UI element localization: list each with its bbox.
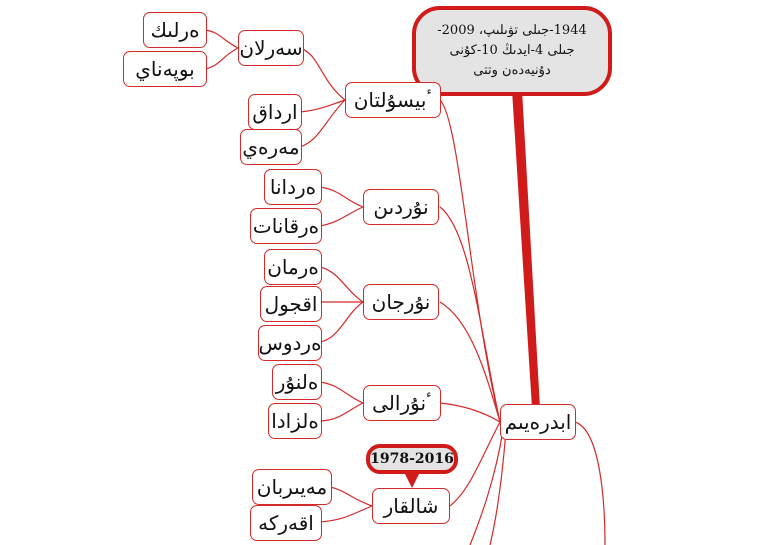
node-label: اقجول	[264, 292, 318, 316]
node-erman[interactable]	[264, 249, 322, 285]
root-note-text: 1944-جىلى تۋىلىپ، 2009-جىلى 4-ايدىڭ 10-كۇنى دۇنيەدەن وتتى	[437, 23, 587, 78]
link-nurali-elzada	[320, 403, 363, 421]
node-aqerke[interactable]	[250, 505, 322, 541]
node-serlan[interactable]	[238, 30, 304, 66]
node-bisultan[interactable]	[345, 82, 441, 118]
link-root-l1-4	[450, 422, 500, 506]
node-label: ەردانا	[269, 175, 317, 199]
link-serlan-erlik	[205, 30, 238, 48]
link-serlan-bopenai	[205, 48, 238, 69]
link-nurjan-erman	[320, 267, 363, 302]
node-label: ەردوس	[258, 331, 322, 355]
link-nurali-elnur	[320, 382, 363, 403]
node-ardaq[interactable]	[248, 94, 302, 130]
link-nurdin-erqanat	[320, 207, 363, 226]
node-label: ٴنۇرالى	[372, 391, 432, 415]
node-merei[interactable]	[240, 129, 302, 165]
node-shalqar[interactable]	[372, 488, 450, 524]
node-label: نۇرجان	[371, 290, 431, 314]
root-node[interactable]	[500, 404, 576, 440]
link-nurjan-erdos	[320, 302, 363, 342]
link-shalqar-aqerke	[320, 506, 372, 522]
link-root-l1-0	[440, 100, 500, 422]
link-bisultan-ardaq	[300, 100, 345, 112]
node-erqanat[interactable]	[250, 208, 322, 244]
node-label: مەرەي	[242, 135, 300, 159]
link-root-l1-1	[440, 207, 500, 422]
link-root-l1-3	[440, 403, 500, 422]
root-label: ابدرەيىم	[504, 410, 572, 434]
root-note-callout	[412, 6, 612, 96]
node-bopenai[interactable]	[123, 51, 207, 87]
node-label: ٴبيسۇلتان	[353, 88, 433, 112]
node-nurjan[interactable]	[363, 284, 439, 320]
node-label: سەرلان	[239, 36, 303, 60]
node-label: شالقار	[383, 494, 439, 518]
link-root-offscreen-3	[575, 422, 605, 545]
node-label: ەرلىك	[150, 18, 200, 42]
link-bisultan-serlan	[300, 48, 345, 100]
node-aqjol[interactable]	[260, 286, 322, 322]
node-nurdin[interactable]	[363, 189, 439, 225]
node-label: ەرمان	[267, 255, 319, 279]
link-nurdin-erdana	[320, 187, 363, 207]
note-pointer	[512, 90, 540, 408]
shalqar-date-callout	[366, 444, 458, 474]
node-erdana[interactable]	[264, 169, 322, 205]
node-elzada[interactable]	[268, 403, 322, 439]
node-label: ەلزادا	[271, 409, 319, 433]
node-label: ەرقانات	[252, 214, 320, 238]
link-root-offscreen-1	[470, 430, 503, 545]
node-erlik[interactable]	[143, 12, 207, 48]
link-shalqar-meiirban	[330, 487, 372, 506]
node-nurali[interactable]	[363, 385, 441, 421]
node-label: اقەركە	[258, 511, 314, 535]
node-elnur[interactable]	[272, 364, 322, 400]
node-label: مەيىربان	[256, 475, 328, 499]
node-label: ارداق	[252, 100, 298, 124]
link-root-offscreen-2	[490, 430, 506, 545]
node-erdos[interactable]	[258, 325, 322, 361]
node-label: بوپەناي	[135, 57, 195, 81]
shalqar-date-text: 1978-2016	[370, 451, 454, 467]
node-label: ەلنۇر	[275, 370, 319, 394]
node-meiirban[interactable]	[252, 469, 332, 505]
node-label: نۇردىن	[373, 195, 429, 219]
date-pointer	[404, 472, 420, 488]
